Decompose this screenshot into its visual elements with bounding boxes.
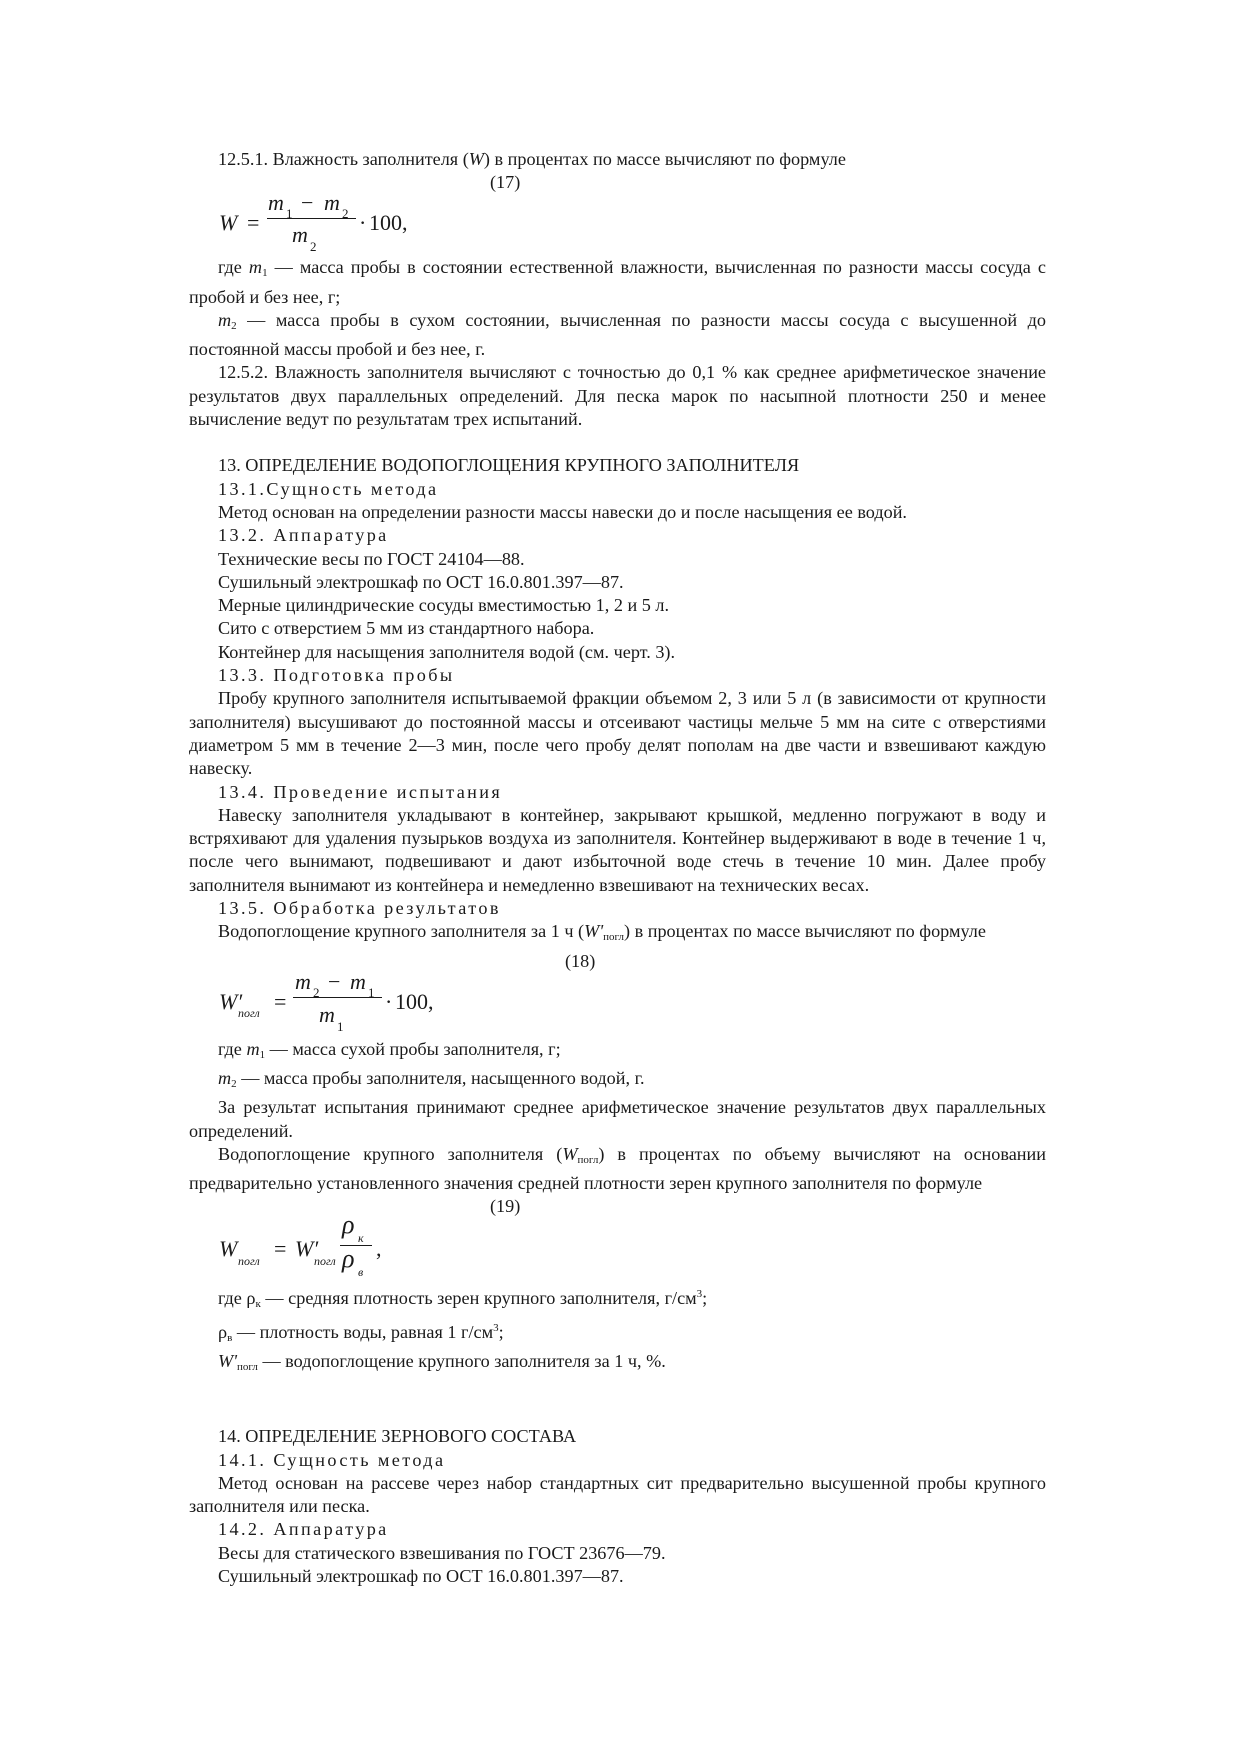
formula-subscript: погл [238, 1254, 260, 1269]
equation-number-17: (17) [490, 172, 521, 193]
where-rho-v: ρв — плотность воды, равная 1 $г/см^3$; [218, 1321, 504, 1344]
where-m2-18: m2 — масса пробы заполнителя, насыщенного водой, г. [218, 1067, 645, 1090]
apparatus-item: Сушильный электрошкаф по ОСТ 16.0.801.397—87. [218, 1566, 624, 1587]
equation-number-18: (18) [565, 950, 596, 971]
formula-subscript: 2 [342, 206, 349, 222]
formula-19 [189, 1210, 1046, 1283]
formula-subscript: погл [238, 1005, 260, 1020]
formula-subscript: 1 [368, 984, 375, 1000]
spacer [189, 1379, 1046, 1402]
where-m1-18: где m1 — масса сухой пробы заполнителя, г; [218, 1038, 561, 1061]
apparatus-item: Мерные цилиндрические сосуды вместимостью 1, 2 и 5 л. [218, 595, 670, 616]
heading-13: 13. ОПРЕДЕЛЕНИЕ ВОДОПОГЛОЩЕНИЯ КРУПНОГО ЗАПОЛНИТЕЛЯ [218, 455, 800, 476]
formula-subscript: 1 [337, 1018, 344, 1034]
formula-17 [189, 190, 1046, 256]
apparatus-item: Сито с отверстием 5 мм из стандартного набора. [218, 618, 595, 639]
apparatus-item: Весы для статического взвешивания по ГОСТ 23676—79. [218, 1542, 666, 1563]
paragraph-13-4: Навеску заполнителя укладывают в контейнер, закрывают крышкой, медленно погружают в воду и встряхивают для удаления пузырьков воздуха из заполнителя. Контейнер выдерживают в воде в течение 1 ч, после чего вынимают, подвешивают и дают избыточной воде стечь в течение 10 мин. Далее пробу заполнителя вынимают из контейнера и немедленно взвешивают на технических весах. [189, 804, 1046, 895]
formula-symbol: · [359, 210, 367, 236]
document-page [189, 148, 1046, 1588]
formula-subscript: 2 [310, 239, 317, 255]
formula-symbol: · [385, 988, 393, 1014]
paragraph-13-5: Водопоглощение крупного заполнителя за 1 ч (W'погл) в процентах по массе вычисляют по формуле [218, 921, 986, 944]
formula-symbol: m [292, 222, 308, 248]
formula-symbol: W [219, 1236, 238, 1262]
formula-symbol: − [301, 190, 314, 216]
formula-symbol: = [247, 210, 260, 236]
apparatus-item: Сушильный электрошкаф по ОСТ 16.0.801.397—87. [218, 571, 624, 592]
paragraph-13-5-b: За результат испытания принимают среднее арифметическое значение результатов двух параллельных определений. [189, 1097, 1046, 1141]
where-rho-k: где ρк — средняя плотность зерен крупного заполнителя, $г/см^3$; [218, 1288, 708, 1311]
formula-subscript: в [358, 1265, 364, 1280]
equation-number-19: (19) [490, 1196, 521, 1217]
formula-symbol: m [319, 1001, 335, 1027]
formula-symbol: m [295, 968, 311, 994]
formula-symbol: m [324, 190, 340, 216]
formula-symbol: ρ [342, 1210, 355, 1240]
paragraph-12-5-2: 12.5.2. Влажность заполнителя вычисляют с точностью до 0,1 % как среднее арифметическое значение результатов двух параллельных определений. Для песка марок по насыпной плотности 250 и менее вычисление ведут по результатам трех испытаний. [189, 362, 1046, 430]
formula-symbol: = [274, 988, 287, 1014]
heading-13-1: 13.1.Сущность метода [218, 478, 439, 499]
paragraph-13-5-c: Водопоглощение крупного заполнителя (Wпогл) в процентах по объему вычисляют на основании предварительно установленного значения средней плотности зерен крупного заполнителя по формуле [189, 1143, 1046, 1194]
formula-symbol: W′ [295, 1236, 319, 1262]
formula-18 [189, 968, 1046, 1038]
fraction-bar [293, 997, 382, 998]
formula-symbol: − [328, 968, 341, 994]
formula-symbol: W [219, 210, 238, 236]
heading-14: 14. ОПРЕДЕЛЕНИЕ ЗЕРНОВОГО СОСТАВА [218, 1426, 577, 1447]
paragraph-13-3: Пробу крупного заполнителя испытываемой фракции объемом 2, 3 или 5 л (в зависимости от крупности заполнителя) высушивают до постоянной массы и отсеивают частицы мельче 5 мм на сите с отверстиями диаметром 5 мм в течение 2—3 мин, после чего пробу делят пополам на две части и взвешивают каждую навеску. [189, 688, 1046, 779]
formula-symbol: W′ [219, 988, 243, 1014]
formula-symbol: 100, [395, 988, 434, 1014]
paragraph-13-1: Метод основан на определении разности массы навески до и после насыщения ее водой. [218, 501, 907, 522]
heading-13-4: 13.4. Проведение испытания [218, 781, 503, 802]
heading-14-2: 14.2. Аппаратура [218, 1519, 389, 1540]
spacer [189, 1402, 1046, 1425]
formula-subscript: погл [314, 1254, 336, 1269]
heading-14-1: 14.1. Сущность метода [218, 1449, 446, 1470]
formula-symbol: 100, [369, 210, 408, 236]
formula-symbol: m [268, 190, 284, 216]
spacer [189, 431, 1046, 454]
paragraph-12-5-1: 12.5.1. Влажность заполнителя (W) в процентах по массе вычисляют по формуле [218, 149, 846, 169]
apparatus-item: Технические весы по ГОСТ 24104—88. [218, 548, 525, 569]
formula-symbol: ρ [342, 1244, 355, 1274]
formula-symbol: = [274, 1236, 287, 1262]
heading-13-3: 13.3. Подготовка пробы [218, 665, 455, 686]
formula-symbol: , [376, 1236, 382, 1262]
paragraph-14-1: Метод основан на рассеве через набор стандартных сит предварительно высушенной пробы крупного заполнителя или песка. [189, 1472, 1046, 1517]
where-m1-17: где m1 — масса пробы в состоянии естественной влажности, вычисленная по разности массы сосуда с пробой и без нее, г; [189, 257, 1046, 307]
formula-subscript: к [358, 1231, 364, 1246]
where-w-pogl: W'погл — водопоглощение крупного заполнителя за 1 ч, %. [218, 1350, 666, 1373]
fraction-bar [267, 218, 356, 219]
heading-13-2: 13.2. Аппаратура [218, 525, 389, 546]
formula-subscript: 2 [313, 984, 320, 1000]
apparatus-item: Контейнер для насыщения заполнителя водой (см. черт. 3). [218, 641, 676, 662]
formula-symbol: m [350, 968, 366, 994]
formula-subscript: 1 [286, 206, 293, 222]
heading-13-5: 13.5. Обработка результатов [218, 898, 501, 919]
where-m2-17: m2 — масса пробы в сухом состоянии, вычисленная по разности массы сосуда с высушенной до постоянной массы пробой и без нее, г. [189, 309, 1046, 360]
